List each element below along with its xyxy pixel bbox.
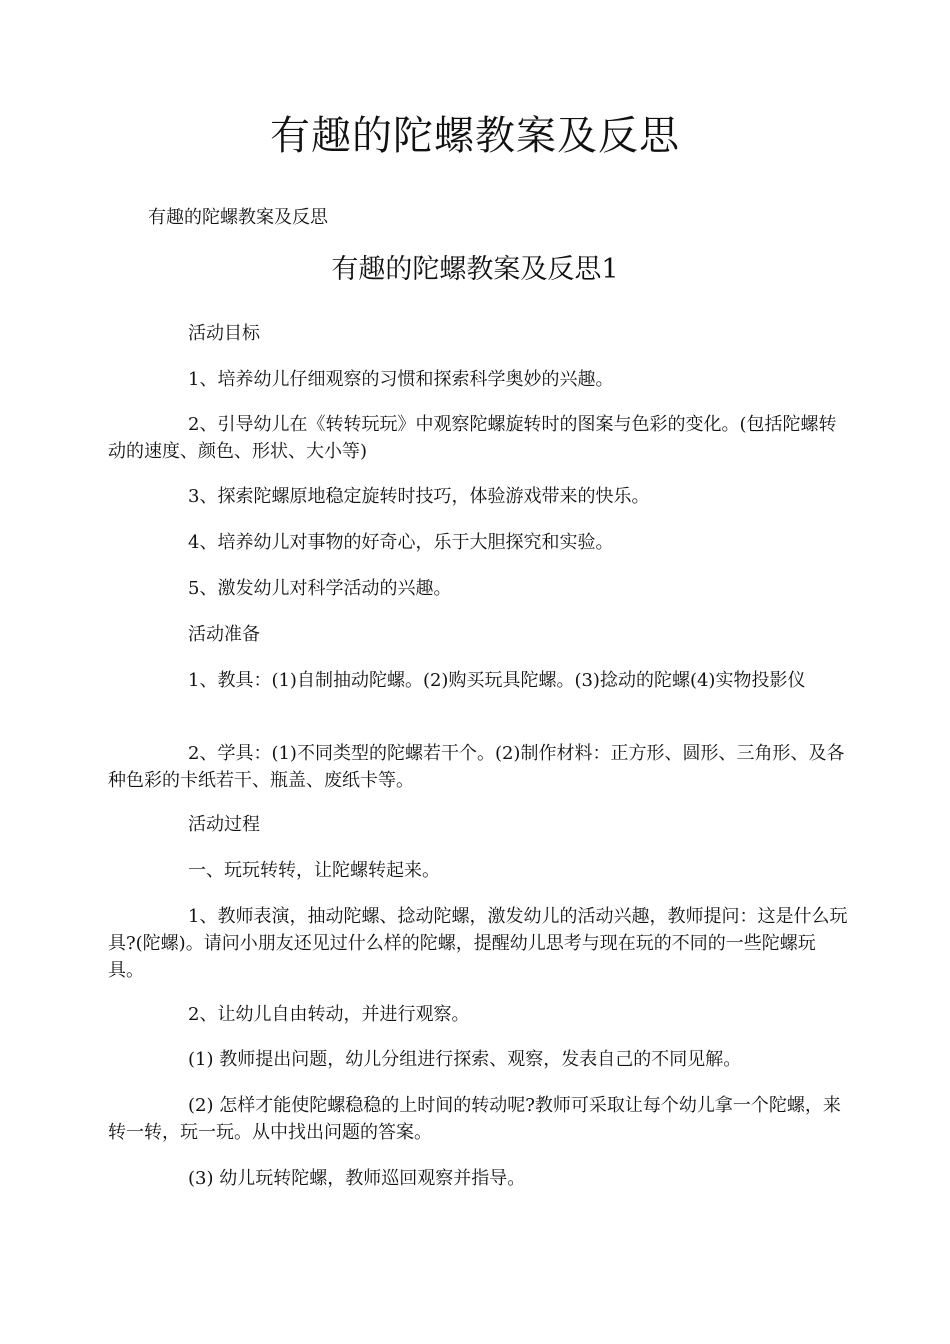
paragraph-step-one: 一、玩玩转转，让陀螺转起来。	[188, 860, 440, 881]
section-title: 有趣的陀螺教案及反思1	[331, 254, 619, 285]
paragraph-sub-1: (1) 教师提出问题，幼儿分组进行探索、观察，发表自己的不同见解。	[188, 1049, 742, 1070]
document-title: 有趣的陀螺教案及反思	[270, 113, 680, 159]
heading-activity-goals: 活动目标	[188, 323, 260, 344]
paragraph-sub-3: (3) 幼儿玩转陀螺，教师巡回观察并指导。	[188, 1168, 526, 1189]
paragraph-goal-2: 2、引导幼儿在《转转玩玩》中观察陀螺旋转时的图案与色彩的变化。(包括陀螺转动的速度、颜色、形状、大小等)	[108, 414, 837, 462]
paragraph-sub-2: (2) 怎样才能使陀螺稳稳的上时间的转动呢?教师可采取让每个幼儿拿一个陀螺，来转一转，玩一玩。从中找出问题的答案。	[108, 1095, 841, 1143]
paragraph-teaching-aids: 1、教具：(1)自制抽动陀螺。(2)购买玩具陀螺。(3)捻动的陀螺(4)实物投影仪	[188, 670, 806, 691]
paragraph-learning-aids: 2、学具：(1)不同类型的陀螺若干个。(2)制作材料：正方形、圆形、三角形、及各种色彩的卡纸若干、瓶盖、废纸卡等。	[108, 743, 845, 791]
heading-activity-preparation: 活动准备	[188, 624, 260, 645]
paragraph-teacher-demo: 1、教师表演，抽动陀螺、捻动陀螺，激发幼儿的活动兴趣，教师提问：这是什么玩具?(陀螺)。请问小朋友还见过什么样的陀螺，提醒幼儿思考与现在玩的不同的一些陀螺玩具。	[108, 906, 848, 981]
paragraph-goal-1: 1、培养幼儿仔细观察的习惯和探索科学奥妙的兴趣。	[188, 369, 614, 390]
paragraph-goal-5: 5、激发幼儿对科学活动的兴趣。	[188, 578, 452, 599]
paragraph-free-play: 2、让幼儿自由转动，并进行观察。	[188, 1004, 470, 1025]
paragraph-goal-4: 4、培养幼儿对事物的好奇心，乐于大胆探究和实验。	[188, 532, 614, 553]
document-subtitle: 有趣的陀螺教案及反思	[148, 207, 328, 228]
heading-activity-process: 活动过程	[188, 814, 260, 835]
paragraph-goal-3: 3、探索陀螺原地稳定旋转时技巧，体验游戏带来的快乐。	[188, 486, 650, 507]
